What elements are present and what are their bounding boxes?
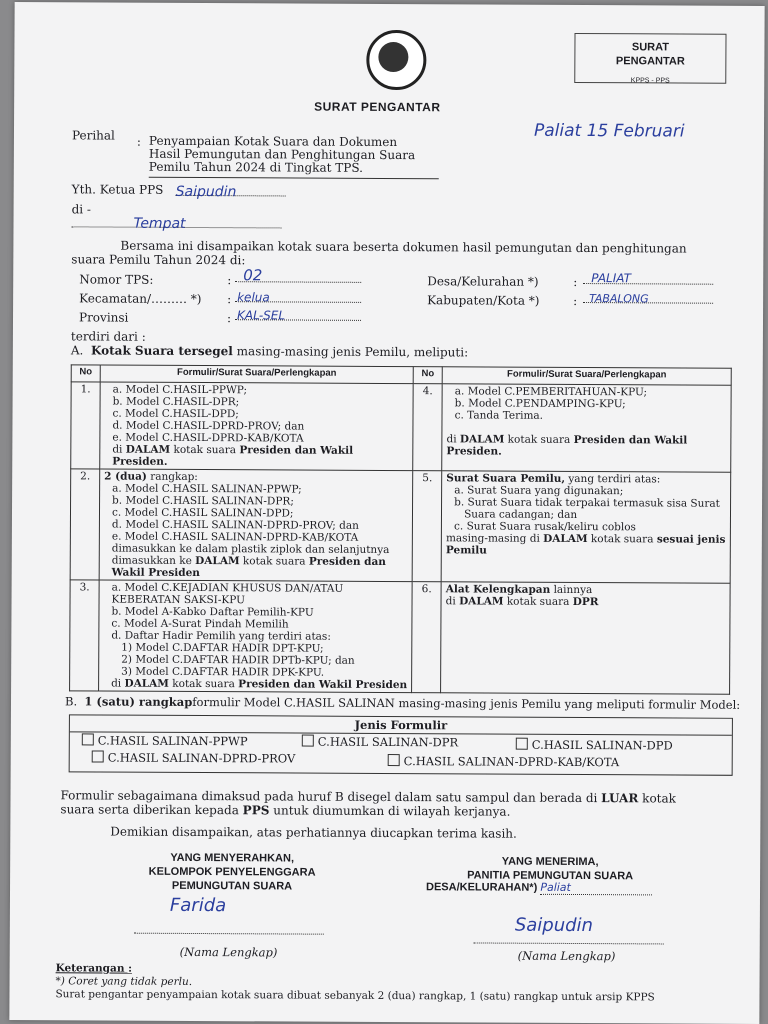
- option-dpd[interactable]: [516, 738, 673, 753]
- desa-label: Desa/Kelurahan *): [427, 274, 539, 289]
- kab-label: Kabupaten/Kota *): [427, 293, 540, 308]
- section-b: [65, 694, 740, 712]
- di-value: Tempat: [133, 215, 186, 232]
- tail-bold: sesuai jenis: [656, 533, 726, 546]
- desa-line: [583, 267, 713, 285]
- option-dprd-prov[interactable]: [92, 750, 296, 765]
- row-number: 6.: [412, 582, 442, 693]
- keterangan-line2: Surat pengantar penyampaian kotak suara dibuat sebanyak 2 (dua) rangkap, 1 (satu) rangkap untuk arsip KPPS: [55, 988, 655, 1004]
- col-form-2: Formulir/Surat Suara/Perlengkapan: [442, 367, 731, 386]
- checkbox-icon[interactable]: [82, 733, 94, 745]
- list-item: a. Surat Suara yang digunakan;: [454, 484, 624, 498]
- tail-text: dimasukkan ke: [111, 554, 192, 567]
- head-bold: Alat Kelengkapan: [445, 583, 551, 596]
- head-text: yang terdiri atas:: [568, 472, 661, 486]
- note-text: untuk diumumkan di wilayah kerjanya.: [273, 803, 511, 819]
- list-item: 3) Model C.DAFTAR HADIR DPK-KPU.: [121, 665, 325, 679]
- perihal-label: Perihal: [71, 128, 115, 143]
- head-bold: 2 (dua): [104, 470, 147, 483]
- intro-line1: Bersama ini disampaikan kotak suara beserta dokumen hasil pemungutan dan penghitungan: [120, 238, 687, 256]
- tail-bold: Pemilu: [445, 544, 487, 557]
- kab-colon: :: [573, 293, 578, 308]
- list-item: c. Model C.HASIL SALINAN-DPD;: [111, 506, 294, 520]
- kec-line: [235, 286, 361, 303]
- perihal-colon: :: [136, 134, 142, 149]
- right-sig-line-dots: [474, 930, 664, 944]
- left-name-caption: (Nama Lengkap): [179, 944, 278, 960]
- di-label: di -: [71, 202, 92, 217]
- option-label: C.HASIL SALINAN-DPR: [317, 734, 459, 750]
- desa-value: PALIAT: [591, 271, 632, 286]
- tail-bold: DALAM: [124, 677, 169, 690]
- place-date: Paliat 15 Februari: [533, 120, 685, 142]
- row-tail: [446, 595, 726, 608]
- tail-bold: DALAM: [543, 532, 588, 546]
- option-label: C.HASIL SALINAN-DPD: [531, 737, 673, 753]
- tail-text: kotak suara: [242, 555, 306, 568]
- note-text: kotak: [642, 791, 676, 806]
- tail-bold: Presiden dan Wakil: [573, 433, 688, 447]
- col-no-2: No: [413, 367, 442, 384]
- tail-bold: Presiden dan: [308, 555, 386, 568]
- left-sig-line: KELOMPOK PENYELENGGARA: [148, 865, 316, 879]
- col-no: No: [71, 365, 100, 382]
- yth-name-line: [175, 181, 286, 201]
- perihal-line: Penyampaian Kotak Suara dan Dokumen: [148, 133, 398, 150]
- list-item: a. Model C.HASIL SALINAN-PPWP;: [112, 482, 302, 496]
- option-label: C.HASIL SALINAN-DPRD-KAB/KOTA: [403, 754, 620, 770]
- option-dprd-kab[interactable]: [388, 754, 620, 769]
- tail-bold: DALAM: [125, 443, 171, 456]
- col-form: Formulir/Surat Suara/Perlengkapan: [100, 365, 413, 384]
- option-dpr[interactable]: [302, 735, 458, 750]
- row-number: 4.: [413, 384, 442, 471]
- table-row: [70, 469, 731, 583]
- list-item: KEBERATAN SAKSI-KPU: [111, 593, 246, 607]
- jenis-formulir-box: [69, 714, 733, 775]
- right-sig-line: YANG MENERIMA,: [501, 855, 599, 869]
- section-a: [71, 343, 468, 359]
- tail-bold: Presiden.: [112, 455, 168, 468]
- tail-text: kotak suara: [506, 595, 570, 608]
- perihal-line: Hasil Pemungutan dan Penghitungan Suara: [148, 146, 416, 163]
- list-item: b. Surat Suara tidak terpakai termasuk sisa Surat: [454, 496, 720, 510]
- right-name-caption: (Nama Lengkap): [517, 948, 616, 964]
- section-b-rest: formulir Model C.HASIL SALINAN masing-masing jenis Pemilu yang meliputi formulir Model:: [192, 694, 741, 712]
- head-text: rangkap:: [150, 470, 198, 484]
- left-signature: Farida: [169, 894, 227, 917]
- list-item: d. Model C.HASIL SALINAN-DPRD-PROV; dan: [111, 518, 359, 532]
- perihal-text: [149, 135, 439, 180]
- row-number: 1.: [71, 382, 100, 469]
- kab-value: TABALONG: [589, 292, 649, 306]
- row-content: [99, 580, 413, 693]
- right-place: Paliat: [540, 880, 571, 894]
- option-label: C.HASIL SALINAN-PPWP: [97, 733, 248, 749]
- jenis-header: Jenis Formulir: [70, 715, 732, 735]
- row-content: [100, 382, 414, 471]
- prov-line: [235, 304, 361, 321]
- row-tail: [103, 678, 407, 692]
- tail-text: kotak suara: [172, 677, 235, 691]
- list-item: e. Model C.HASIL-DPRD-KAB/KOTA: [112, 431, 304, 445]
- list-item: d. Model C.HASIL-DPRD-PROV; dan: [112, 419, 305, 433]
- tps-label: Nomor TPS:: [79, 272, 154, 287]
- tail-bold: DALAM: [459, 595, 504, 608]
- left-sig-line-dots: [134, 921, 324, 935]
- kec-colon: :: [227, 292, 232, 307]
- keterangan-title: Keterangan :: [55, 962, 133, 975]
- yth-label: Yth. Ketua PPS: [71, 182, 164, 197]
- tail-bold: DALAM: [459, 433, 505, 446]
- tail-bold: Presiden dan Wakil Presiden: [238, 678, 408, 692]
- row-content: [441, 471, 730, 584]
- prov-value: KAL-SEL: [236, 308, 286, 323]
- desa-colon: :: [573, 274, 578, 289]
- prov-colon: :: [226, 311, 232, 326]
- di-line: [71, 212, 281, 232]
- row-number: 5.: [412, 471, 442, 582]
- row-tail: [104, 567, 408, 581]
- tail-bold: DPR: [572, 595, 599, 609]
- note-bold: LUAR: [601, 791, 639, 806]
- row-number: 3.: [70, 580, 100, 691]
- kab-line: [583, 287, 713, 304]
- option-ppwp[interactable]: [82, 733, 248, 748]
- row-content: [441, 582, 730, 695]
- document-page: [9, 2, 764, 1024]
- tail-text: di: [111, 677, 122, 690]
- kec-label: Kecamatan/……… *): [79, 291, 202, 307]
- head-text: lainnya: [553, 583, 593, 597]
- left-sig-line: PEMUNGUTAN SUARA: [171, 879, 293, 893]
- stamp-line2: PENGANTAR: [615, 55, 685, 68]
- closing-text: Demikian disampaikan, atas perhatiannya diucapkan terima kasih.: [110, 824, 517, 841]
- tail-text: masing-masing di: [445, 532, 540, 545]
- row-tail: [446, 544, 726, 557]
- right-signature: Saipudin: [514, 914, 594, 937]
- list-item: e. Model C.HASIL SALINAN-DPRD-KAB/KOTA: [111, 530, 359, 544]
- perihal-line: Pemilu Tahun 2024 di Tingkat TPS.: [148, 159, 363, 175]
- header-stamp: [574, 33, 726, 84]
- right-sig-line: PANITIA PEMUNGUTAN SUARA: [467, 869, 634, 883]
- list-item: b. Model A-Kabko Daftar Pemilih-KPU: [111, 605, 314, 619]
- checkbox-icon[interactable]: [302, 735, 314, 747]
- tail-text: di: [446, 433, 457, 446]
- list-item: 1) Model C.DAFTAR HADIR DPT-KPU;: [121, 641, 324, 655]
- row-content: [442, 384, 731, 473]
- tail-bold: DALAM: [195, 554, 240, 568]
- stamp-line1: SURAT: [631, 41, 670, 54]
- list-item: b. Model C.PENDAMPING-KPU;: [454, 397, 626, 411]
- tail-text: di: [445, 595, 456, 608]
- list-item: c. Model C.HASIL-DPD;: [112, 407, 239, 421]
- keterangan-line1: *) Coret yang tidak perlu.: [55, 975, 193, 988]
- terdiri-label: terdiri dari :: [70, 329, 146, 344]
- tps-value: 02: [243, 266, 263, 285]
- section-a-prefix: A.: [70, 343, 84, 358]
- section-a-rest: masing-masing jenis Pemilu, meliputi:: [236, 344, 469, 360]
- note-text: suara serta diberikan kepada: [60, 802, 239, 818]
- tps-colon: :: [227, 273, 232, 288]
- right-desa-line: [426, 880, 652, 895]
- tail-bold: Presiden.: [446, 445, 502, 458]
- list-item: 2) Model C.DAFTAR HADIR DPTb-KPU; dan: [121, 653, 355, 667]
- right-sig-line: DESA/KELURAHAN*): [426, 881, 538, 894]
- option-label: C.HASIL SALINAN-DPRD-PROV: [107, 750, 296, 766]
- right-signature-block: [430, 854, 670, 883]
- list-item: c. Model A-Surat Pindah Memilih: [111, 617, 289, 631]
- intro-line2: suara Pemilu Tahun 2024 di:: [71, 252, 246, 268]
- note-text: Formulir sebagaimana dimaksud pada huruf B disegel dalam satu sampul dan berada di: [60, 788, 598, 806]
- doc-title: SURAT PENGANTAR: [314, 99, 441, 115]
- section-b-prefix: B.: [64, 694, 78, 709]
- kec-value: kelua: [237, 290, 270, 305]
- tps-line: [235, 265, 361, 283]
- row-tail: [446, 532, 726, 545]
- list-item: b. Model C.HASIL SALINAN-DPR;: [112, 494, 294, 508]
- left-signature-block: [122, 851, 342, 894]
- list-item: c. Surat Suara rusak/keliru coblos: [454, 520, 636, 534]
- kpu-logo: [366, 30, 426, 90]
- tail-text: kotak suara: [507, 433, 571, 446]
- note-bold: PPS: [242, 803, 270, 818]
- list-item: b. Model C.HASIL-DPR;: [112, 395, 240, 409]
- note-line2: [60, 802, 510, 818]
- row-content: [99, 469, 413, 582]
- list-item: a. Model C.HASIL-PPWP;: [112, 383, 248, 397]
- list-item: a. Model C.PEMBERITAHUAN-KPU;: [454, 385, 648, 399]
- list-item: c. Tanda Terima.: [454, 409, 544, 422]
- tail-text: kotak suara: [590, 533, 654, 546]
- section-b-bold: 1 (satu) rangkap: [84, 694, 193, 709]
- section-a-bold: Kotak Suara tersegel: [90, 343, 233, 359]
- table-row: [70, 580, 731, 694]
- checkbox-icon[interactable]: [388, 754, 400, 766]
- yth-name: Saipudin: [175, 183, 237, 201]
- tail-text: di: [112, 443, 123, 456]
- row-tail: [104, 456, 408, 470]
- checkbox-icon[interactable]: [92, 750, 104, 762]
- row-tail: dimasukkan ke dalam plastik ziplok dan selanjutnya: [111, 542, 390, 557]
- row-number: 2.: [70, 469, 100, 580]
- tail-bold: Wakil Presiden: [111, 566, 200, 580]
- prov-label: Provinsi: [78, 310, 129, 325]
- checkbox-icon[interactable]: [516, 738, 528, 750]
- tail-bold: Presiden dan Wakil: [239, 444, 354, 457]
- contents-table: [69, 364, 732, 694]
- list-item: d. Daftar Hadir Pemilih yang terdiri atas:: [111, 629, 331, 643]
- stamp-sub: KPPS - PPS: [630, 77, 670, 85]
- table-row: [71, 382, 731, 472]
- list-item: a. Model C.KEJADIAN KHUSUS DAN/ATAU: [111, 581, 344, 595]
- row-tail: [446, 445, 726, 458]
- tail-text: kotak suara: [173, 443, 237, 457]
- list-item: Suara cadangan; dan: [464, 508, 578, 521]
- left-sig-line: YANG MENYERAHKAN,: [170, 851, 295, 865]
- head-bold: Surat Suara Pemilu,: [446, 472, 566, 485]
